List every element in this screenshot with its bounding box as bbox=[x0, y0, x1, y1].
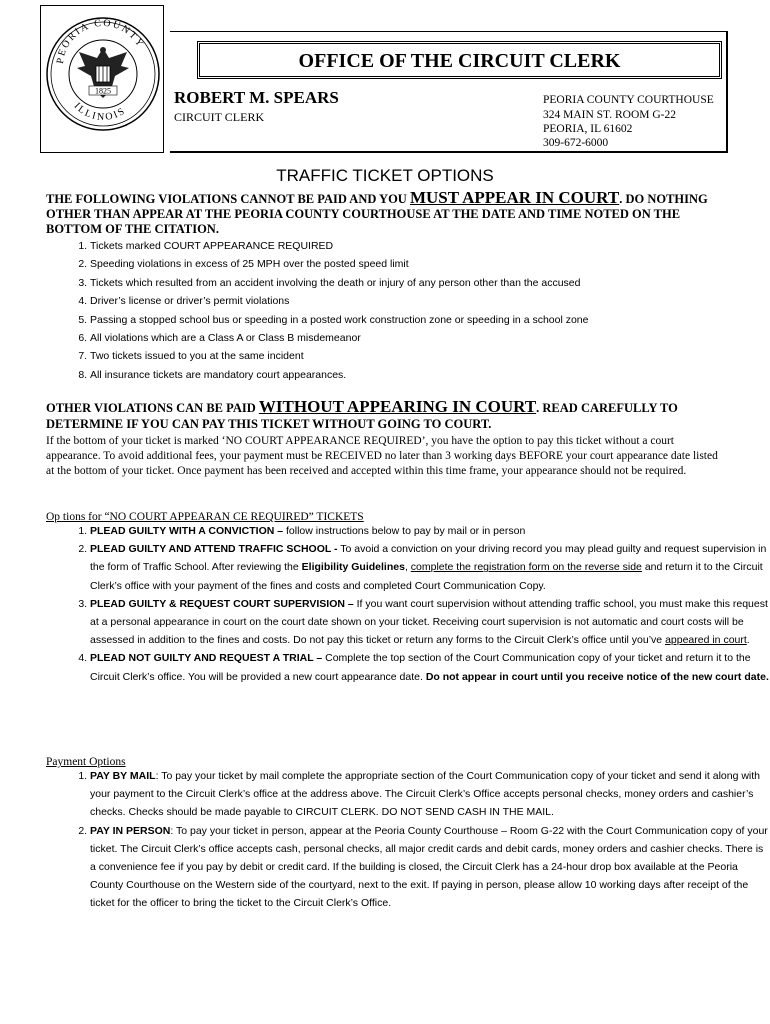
list-item: 2. Speeding violations in excess of 25 MPH over the posted speed limit bbox=[90, 255, 770, 273]
list-item: 6. All violations which are a Class A or Class B misdemeanor bbox=[90, 329, 770, 347]
payment-list bbox=[46, 767, 770, 913]
option-traffic-school: 2. PLEAD GUILTY AND ATTEND TRAFFIC SCHOOL - To avoid a conviction on your driving record you may plead guilty and request supervision in the form of Traffic School. After reviewing the Eligibility Guidelines, complete the registration form on the reverse side and return it to the Circuit Clerk’s office with your payment of the fines and costs and completed Court Communication Copy. bbox=[90, 540, 770, 595]
section-title: TRAFFIC TICKET OPTIONS bbox=[276, 166, 494, 185]
options-heading: Op tions for “NO COURT APPEARAN CE REQUIRED” TICKETS bbox=[46, 511, 364, 523]
list-item: 7. Two tickets issued to you at the same incident bbox=[90, 347, 770, 365]
seal-bottom-text: ILLINOIS bbox=[71, 100, 129, 123]
options-list bbox=[46, 522, 770, 686]
list-item: 8. All insurance tickets are mandatory court appearances. bbox=[90, 366, 770, 384]
clerk-title: CIRCUIT CLERK bbox=[174, 110, 265, 124]
address-line-2: 324 MAIN ST. ROOM G-22 bbox=[543, 109, 676, 121]
must-appear-emphasis: MUST APPEAR IN COURT bbox=[409, 188, 620, 207]
address-line-4: 309-672-6000 bbox=[543, 137, 609, 149]
county-seal bbox=[40, 5, 164, 153]
list-item: 1. Tickets marked COURT APPEARANCE REQUIRED bbox=[90, 237, 770, 255]
clerk-name: ROBERT M. SPEARS bbox=[174, 88, 339, 107]
without-court-intro: OTHER VIOLATIONS CAN BE PAID WITHOUT APPEARING IN COURT. READ CAREFULLY TO DETERMINE IF YOU CAN PAY THIS TICKET WITHOUT GOING TO COURT. bbox=[46, 397, 678, 431]
payment-heading: Payment Options bbox=[46, 756, 126, 768]
without-court-body: If the bottom of your ticket is marked ‘NO COURT APPEARANCE REQUIRED’, you have the option to pay this ticket without a court appearance. To avoid additional fees, your payment must be RECEIVED no later than 3 working days BEFORE your court appearance date listed at the bottom of your ticket. Once payment has been received and accepted within this time frame, your appearance should not be required. bbox=[46, 435, 718, 478]
title-box bbox=[197, 41, 722, 79]
list-item: 4. Driver’s license or driver’s permit violations bbox=[90, 292, 770, 310]
payment-by-mail: 1. PAY BY MAIL: To pay your ticket by mail complete the appropriate section of the Court Communication copy of your ticket and send it along with your payment to the Circuit Clerk’s office at the address above. The Circuit Clerk’s Office accepts personal checks, money orders and cashier’s checks. Checks should be made payable to CIRCUIT CLERK. DO NOT SEND CASH IN THE MAIL. bbox=[90, 767, 770, 822]
option-not-guilty: 4. PLEAD NOT GUILTY AND REQUEST A TRIAL – Complete the top section of the Court Communication copy of your ticket and return it to the Circuit Clerk’s office. You will be provided a new court appearance date. Do not appear in court until you receive notice of the new court date. bbox=[90, 649, 770, 685]
must-appear-list bbox=[46, 237, 770, 384]
list-item: 5. Passing a stopped school bus or speeding in a posted work construction zone or speeding in a school zone bbox=[90, 311, 770, 329]
address-line-3: PEORIA, IL 61602 bbox=[543, 123, 633, 135]
must-appear-intro: THE FOLLOWING VIOLATIONS CANNOT BE PAID AND YOU MUST APPEAR IN COURT. DO NOTHING OTHER THAN APPEAR AT THE PEORIA COUNTY COURTHOUSE AT THE DATE AND TIME NOTED ON THE BOTTOM OF THE CITATION. bbox=[46, 188, 708, 236]
list-item: 3. Tickets which resulted from an accident involving the death or injury of any person other than the accused bbox=[90, 274, 770, 292]
office-title: OFFICE OF THE CIRCUIT CLERK bbox=[298, 50, 621, 72]
seal-year: 1825 bbox=[95, 86, 111, 96]
option-plead-guilty: 1. PLEAD GUILTY WITH A CONVICTION – follow instructions below to pay by mail or in person bbox=[90, 522, 770, 540]
payment-in-person: 2. PAY IN PERSON: To pay your ticket in person, appear at the Peoria County Courthouse – Room G-22 with the Court Communication copy of your ticket. The Circuit Clerk’s office accepts cash, personal checks, all major credit cards and debit cards, money orders and cashier checks. There is a convenience fee if you pay by debit or credit card. If the building is closed, the Circuit Clerk has a 24-hour drop box available at the Peoria County Courthouse on the Western side of the courtyard, next to the exit. If paying in person, please allow 10 working days after receipt of the ticket for the officer to bring the ticket to the Circuit Clerk’s Office. bbox=[90, 822, 770, 913]
without-court-emphasis: WITHOUT APPEARING IN COURT bbox=[258, 397, 537, 416]
address-line-1: PEORIA COUNTY COURTHOUSE bbox=[543, 94, 714, 106]
seal-graphic bbox=[41, 6, 163, 152]
seal-top-text: PEORIA COUNTY bbox=[54, 17, 147, 65]
option-court-supervision: 3. PLEAD GUILTY & REQUEST COURT SUPERVISION – If you want court supervision without attending traffic school, you must make this request at a personal appearance in court on the court date shown on your ticket. Receiving court supervision is not automatic and court costs will be assessed in addition to the fines and costs. Do not pay this ticket or return any forms to the Circuit Clerk’s office until you’ve appeared in court. bbox=[90, 595, 770, 650]
